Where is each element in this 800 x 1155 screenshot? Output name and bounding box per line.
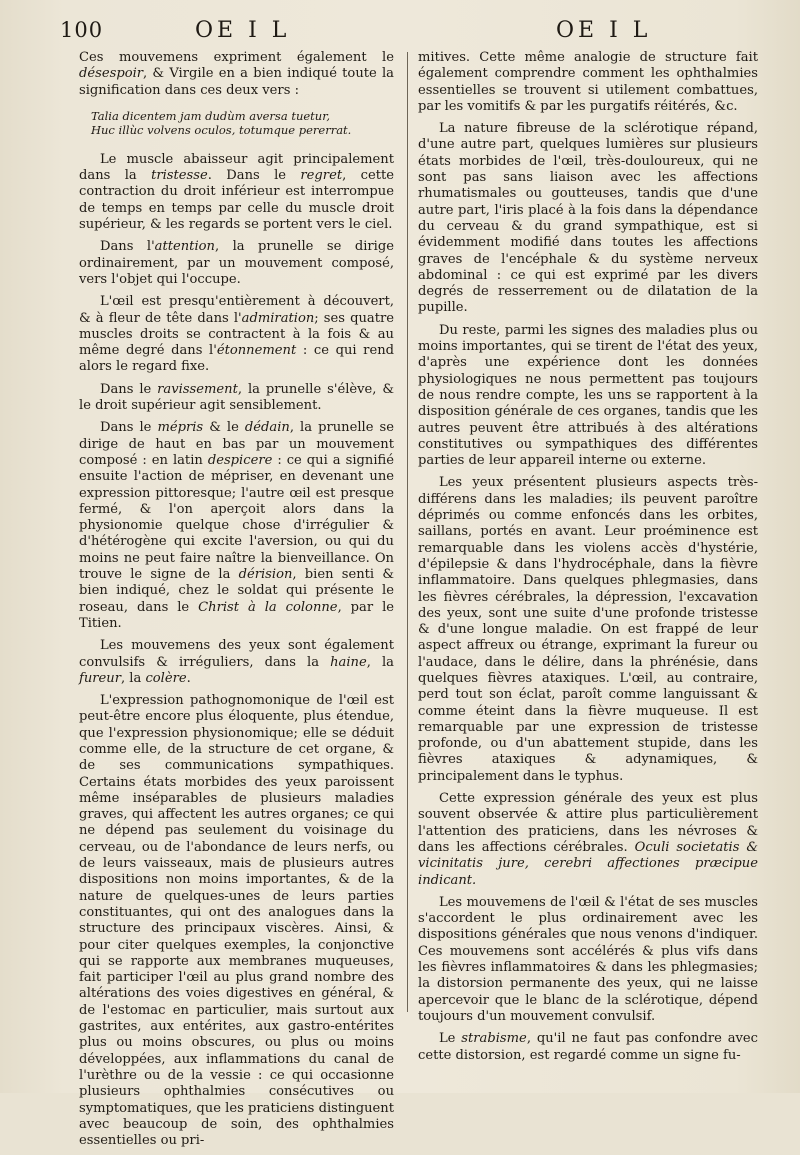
paragraph: La nature fibreuse de la sclérotique répand, d'une autre part, quelques lumières sur plusieurs états morbides de l'œil, très-douloureux, qui ne sont pas sans liaison avec les affections rhumatismales ou goutteuses, tandis que d'une autre part, l'iris placé à la fois dans la dépendance du cerveau & du grand sympathique, est si évidemment modifié dans toutes les affections graves de l'encéphale & du système nerveux abdominal : ce qui est exprimé par les divers degrés de resserrement ou de dilatation de la pupille.	[418, 121, 758, 316]
paragraph: Dans l'attention, la prunelle se dirige ordinairement, par un mouvement composé, vers l'objet qui l'occupe.	[79, 239, 394, 287]
quote-line: Talia dicentem jam dudùm aversa tuetur,	[91, 108, 331, 123]
page-header	[60, 18, 750, 44]
right-column	[418, 50, 758, 1070]
paragraph: Ces mouvemens expriment également le désespoir, & Virgile en a bien indiqué toute la signification dans ces deux vers :	[79, 50, 394, 98]
quote-line: Huc illùc volvens oculos, totumque pererrat.	[91, 123, 352, 138]
paragraph: Du reste, parmi les signes des maladies plus ou moins importantes, qui se tirent de l'état des yeux, d'après une expérience dont les données physiologiques ne nous permettent pas toujours de nous rendre compte, les uns se rapportent à la disposition générale de ces organes, tandis que les autres peuvent être attribués à des altérations constitutives ou sympathiques des différentes parties de leur appareil interne ou externe.	[418, 322, 758, 469]
paragraph: mitives. Cette même analogie de structure fait également comprendre comment les ophthalmies essentielles se trouvent si utilement combattues, par les vomitifs & par les purgatifs réitérés, &c.	[418, 50, 758, 114]
running-head-left: OE I L	[195, 18, 291, 43]
paragraph: Le muscle abaisseur agit principalement dans la tristesse. Dans le regret, cette contraction du droit inférieur est interrompue de temps en temps par celle du muscle droit supérieur, & les regards se portent vers le ciel.	[79, 151, 394, 233]
left-column	[79, 50, 394, 1155]
page-number: 100	[60, 18, 104, 42]
latin-quote	[91, 109, 394, 138]
paragraph: Dans le mépris & le dédain, la prunelle se dirige de haut en bas par un mouvement composé : en latin despicere : ce qui a signifié ensuite l'action de mépriser, en devenant une expression pittoresque; l'autre œil est presque fermé, & l'on aperçoit alors dans la physionomie quelque chose d'irrégulier & d'hétérogène qui excite l'aversion, ou qui du moins ne peut faire naître la bienveillance. On trouve le signe de la dérision, bien senti & bien indiqué, chez le soldat qui présente le roseau, dans le Christ à la colonne, par le Titien.	[79, 420, 394, 631]
paragraph: Dans le ravissement, la prunelle s'élève, & le droit supérieur agit sensiblement.	[79, 381, 395, 414]
paragraph: Le strabisme, qu'il ne faut pas confondre avec cette distorsion, est regardé comme un signe fu-	[418, 1031, 759, 1063]
column-divider	[407, 52, 408, 1012]
paragraph: Les mouvemens des yeux sont également convulsifs & irréguliers, dans la haine, la fureur, la colère.	[79, 638, 394, 686]
running-head-right: OE I L	[556, 18, 652, 43]
paragraph: Cette expression générale des yeux est plus souvent observée & attire plus particulièrement l'attention des praticiens, dans les névroses & dans les affections cérébrales. Oculi societatis & vicinitatis jure, cerebri affectiones præcipue indicant.	[418, 791, 758, 888]
paragraph: Les mouvemens de l'œil & l'état de ses muscles s'accordent le plus ordinairement avec les dispositions générales que nous venons d'indiquer. Ces mouvemens sont accélérés & plus vifs dans les fièvres inflammatoires & dans les phlegmasies; la distorsion permanente des yeux, qui ne laisse apercevoir que le blanc de la sclérotique, dépend toujours d'un mouvement convulsif.	[418, 894, 758, 1024]
paragraph: L'expression pathognomonique de l'œil est peut-être encore plus éloquente, plus étendue, que l'expression physionomique; elle se déduit comme elle, de la structure de cet organe, & de ses communications sympathiques. Certains états morbides des yeux paroissent même inséparables de plusieurs maladies graves, qui affectent les autres organes; ce qui ne dépend pas seulement du voisinage du cerveau, ou de l'abondance de leurs nerfs, ou de leurs vaisseaux, mais de plusieurs autres dispositions non moins importantes, & de la nature de quelques-unes de leurs parties constituantes, qui ont des analogues dans la structure des principaux viscères. Ainsi, & pour citer quelques exemples, la conjonctive qui se rapporte aux membranes muqueuses, fait participer l'œil au plus grand nombre des altérations des voies digestives en général, & de l'estomac en particulier, mais surtout aux gastrites, aux entérites, aux gastro-entérites plus ou moins obscures, ou plus ou moins développées, aux inflammations du canal de l'urèthre ou de la vessie : ce qui occasionne plusieurs ophthalmies consécutives ou symptomatiques, que les praticiens distinguent avec beaucoup de soin, des ophthalmies essentielles ou pri-	[79, 693, 394, 1149]
paragraph: L'œil est presqu'entièrement à découvert, & à fleur de tête dans l'admiration; ses quatre muscles droits se contractent à la fois & au même degré dans l'étonnement : ce qui rend alors le regard fixe.	[79, 294, 395, 375]
paragraph: Les yeux présentent plusieurs aspects très-différens dans les maladies; ils peuvent paroître déprimés ou comme enfoncés dans les orbites, saillans, portés en avant. Leur proéminence est remarquable dans les violens accès d'hystérie, d'épilepsie & dans l'hydrocéphale, dans la fièvre inflammatoire. Dans quelques phlegmasies, dans les fièvres cérébrales, la dépression, l'excavation des yeux, sont une suite d'une profonde tristesse & d'une longue maladie. On est frappé de leur aspect affreux ou étrange, exprimant la fureur ou l'audace, dans le délire, dans la phrénésie, dans quelques fièvres ataxiques. L'œil, au contraire, perd tout son éclat, paroît comme languissant & comme éteint dans la fièvre muqueuse. Il est remarquable par une expression de tristesse profonde, ou d'un abattement stupide, dans les fièvres ataxiques & adynamiques, & principalement dans le typhus.	[418, 475, 758, 784]
